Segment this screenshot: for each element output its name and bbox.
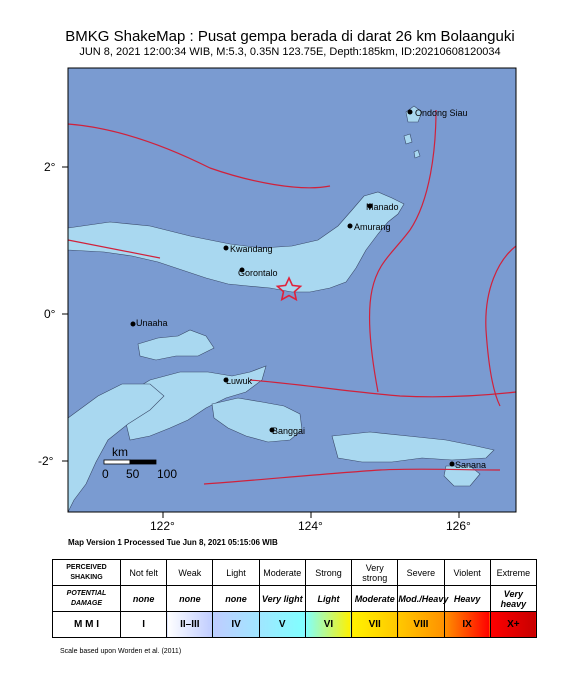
legend-credit: Scale based upon Worden et al. (2011): [60, 648, 182, 655]
map-title: BMKG ShakeMap : Pusat gempa berada di darat 26 km Bolaanguki: [65, 28, 515, 45]
place-label-unaaha: Unaaha: [136, 318, 168, 328]
place-label-kwandang: Kwandang: [230, 244, 273, 254]
scale-tick-0: 0: [102, 467, 109, 481]
amurang-marker: [348, 224, 353, 229]
processed-text: Map Version 1 Processed Tue Jun 8, 2021 05:15:06 WIB: [68, 538, 278, 547]
damage-9: Very heavy: [490, 586, 536, 612]
scale-tick-100: 100: [157, 467, 178, 481]
shaking-7: Severe: [398, 560, 444, 586]
place-label-luwuk: Luwuk: [226, 376, 253, 386]
mmi-3: IV: [213, 612, 259, 638]
legend-header-shaking: PERCEIVED SHAKING: [53, 560, 121, 586]
lat-label-m2: -2°: [38, 454, 54, 468]
legend-row-shaking: [53, 560, 537, 586]
legend-row-mmi: [53, 612, 537, 638]
mmi-7: VIII: [398, 612, 444, 638]
shaking-9: Extreme: [490, 560, 536, 586]
shaking-4: Moderate: [259, 560, 305, 586]
lon-label-124: 124°: [298, 519, 323, 533]
lat-label-0: 0°: [44, 307, 56, 321]
place-label-ondong-siau: Ondong Siau: [415, 108, 468, 118]
shaking-5: Strong: [305, 560, 351, 586]
shaking-2: Weak: [167, 560, 213, 586]
scale-unit: km: [112, 445, 128, 459]
shaking-3: Light: [213, 560, 259, 586]
place-label-gorontalo: Gorontalo: [238, 268, 278, 278]
legend-row-damage: [53, 586, 537, 612]
place-label-banggai: Banggai: [272, 426, 306, 436]
damage-5: Light: [305, 586, 351, 612]
shaking-6: Very strong: [352, 560, 398, 586]
sanana-marker: [450, 462, 455, 467]
shaking-1: Not felt: [121, 560, 167, 586]
damage-8: Heavy: [444, 586, 490, 612]
lon-label-122: 122°: [150, 519, 175, 533]
map-subtitle: JUN 8, 2021 12:00:34 WIB, M:5.3, 0.35N 123.75E, Depth:185km, ID:20210608120034: [79, 46, 501, 58]
damage-4: Very light: [259, 586, 305, 612]
place-label-sanana: Sanana: [455, 460, 487, 470]
mmi-1: I: [121, 612, 167, 638]
place-label-amurang: Amurang: [354, 222, 391, 232]
damage-6: Moderate: [352, 586, 398, 612]
shaking-8: Violent: [444, 560, 490, 586]
damage-1: none: [121, 586, 167, 612]
mmi-2: II–III: [167, 612, 213, 638]
lat-label-2: 2°: [44, 160, 56, 174]
mmi-9: X+: [490, 612, 536, 638]
legend-header-mmi: M M I: [53, 612, 121, 638]
legend-header-damage: POTENTIAL DAMAGE: [53, 586, 121, 612]
mmi-8: IX: [444, 612, 490, 638]
scale-tick-50: 50: [126, 467, 140, 481]
lon-label-126: 126°: [446, 519, 471, 533]
mmi-5: VI: [305, 612, 351, 638]
intensity-legend: [52, 559, 537, 638]
damage-7: Mod./Heavy: [398, 586, 444, 612]
mmi-6: VII: [352, 612, 398, 638]
damage-2: none: [167, 586, 213, 612]
place-label-manado: Manado: [366, 202, 399, 212]
mmi-4: V: [259, 612, 305, 638]
ondong-siau-marker: [408, 110, 413, 115]
kwandang-marker: [224, 246, 229, 251]
damage-3: none: [213, 586, 259, 612]
unaaha-marker: [131, 322, 136, 327]
